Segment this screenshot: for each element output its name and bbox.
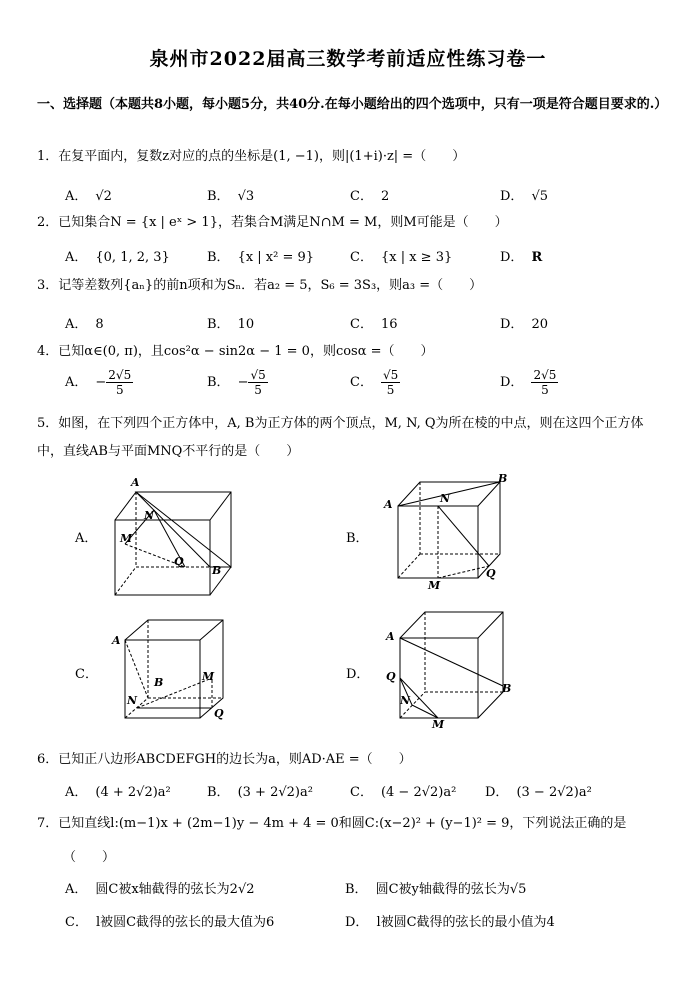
question-stem: 已知直线l:(m−1)x + (2m−1)y − 4m + 4 = 0和圆C:(x−2)² + (y−1)² = 9，下列说法正确的是 xyxy=(58,816,627,831)
point-label-n: N xyxy=(400,694,411,707)
question-2-options xyxy=(65,246,665,272)
question-4-options xyxy=(65,364,665,400)
point-label-b: B xyxy=(502,682,512,695)
option-d[interactable]: D． R xyxy=(500,250,543,265)
question-3 xyxy=(37,276,667,296)
question-5 xyxy=(37,410,667,466)
question-1 xyxy=(37,147,667,167)
point-label-n: N xyxy=(440,492,451,505)
point-label-q: Q xyxy=(386,670,396,683)
question-6-options xyxy=(65,781,665,807)
option-c[interactable]: C． l被圆C截得的弦长的最大值为6 xyxy=(65,915,275,930)
question-stem: 已知集合N = {x | eˣ > 1}，若集合M满足N∩M = M，则M可能是（ ） xyxy=(58,215,508,230)
point-label-b: B xyxy=(212,564,222,577)
option-a[interactable]: A． √2 xyxy=(65,189,112,204)
question-stem: 已知正八边形ABCDEFGH的边长为a，则AD·AE =（ ） xyxy=(58,752,412,767)
question-7-options-row2 xyxy=(65,911,665,937)
section-heading: 一、选择题（本题共8小题，每小题5分，共40分.在每小题给出的四个选项中，只有一项是符合题目要求的.） xyxy=(37,97,668,112)
point-label-m: M xyxy=(428,579,441,592)
question-number: 6． xyxy=(37,752,59,767)
option-b[interactable]: B． {x | x² = 9} xyxy=(207,250,315,265)
question-number: 7． xyxy=(37,816,59,831)
option-d[interactable]: D． (3 − 2√2)a² xyxy=(485,785,592,800)
page-title: 泉州市2022届高三数学考前适应性练习卷一 xyxy=(149,48,547,70)
option-d[interactable]: D． √5 xyxy=(500,189,548,204)
cube-figure-c xyxy=(110,608,240,733)
figure-b-label[interactable]: B． xyxy=(346,531,369,546)
cube-figure-a xyxy=(100,472,240,602)
figure-a-label[interactable]: A． xyxy=(75,531,98,546)
point-label-n: N xyxy=(127,694,138,707)
option-c[interactable]: C． $\frac{√5}{5}$ xyxy=(350,368,399,397)
point-label-a: A xyxy=(112,634,121,647)
question-stem: 如图，在下列四个正方体中，A, B为正方体的两个顶点，M, N, Q为所在棱的中点，则在这四个正方体中，直线AB与平面MNQ不平行的是（ ） xyxy=(37,416,644,459)
question-number: 4． xyxy=(37,344,59,359)
point-label-b: B xyxy=(498,472,508,485)
question-3-options xyxy=(65,313,665,339)
option-b[interactable]: B． (3 + 2√2)a² xyxy=(207,785,313,800)
point-label-n: N xyxy=(144,509,155,522)
cube-figure-d xyxy=(380,600,520,732)
point-label-m: M xyxy=(120,532,133,545)
question-2 xyxy=(37,213,667,233)
option-a[interactable]: A． (4 + 2√2)a² xyxy=(65,785,171,800)
question-6 xyxy=(37,750,667,770)
option-a[interactable]: A． {0, 1, 2, 3} xyxy=(65,250,170,265)
option-c[interactable]: C． (4 − 2√2)a² xyxy=(350,785,457,800)
point-label-q: Q xyxy=(214,707,224,720)
cube-figure-b xyxy=(380,470,520,600)
question-number: 5． xyxy=(37,416,59,431)
question-number: 2． xyxy=(37,215,59,230)
option-c[interactable]: C． 2 xyxy=(350,189,390,204)
option-a[interactable]: A． 圆C被x轴截得的弦长为2√2 xyxy=(65,882,255,897)
question-stem: 已知α∈(0, π)，且cos²α − sin2α − 1 = 0，则cosα =（ ） xyxy=(58,344,434,359)
option-b[interactable]: B． − $\frac{√5}{5}$ xyxy=(207,368,266,397)
question-4 xyxy=(37,342,667,362)
option-b[interactable]: B． 10 xyxy=(207,317,255,332)
option-b[interactable]: B． √3 xyxy=(207,189,255,204)
option-a[interactable]: A． 8 xyxy=(65,317,104,332)
question-number: 1． xyxy=(37,149,59,164)
option-d[interactable]: D． $\frac{2√5}{5}$ xyxy=(500,368,557,397)
figure-d-label[interactable]: D． xyxy=(346,667,370,682)
option-b[interactable]: B． 圆C被y轴截得的弦长为√5 xyxy=(345,882,527,897)
option-d[interactable]: D． l被圆C截得的弦长的最小值为4 xyxy=(345,915,555,930)
question-7-blank: （ ） xyxy=(63,850,116,865)
point-label-m: M xyxy=(432,718,445,731)
point-label-m: M xyxy=(202,670,215,683)
question-number: 3． xyxy=(37,278,59,293)
question-1-options xyxy=(65,185,665,211)
option-c[interactable]: C． {x | x ≥ 3} xyxy=(350,250,453,265)
option-c[interactable]: C． 16 xyxy=(350,317,398,332)
point-label-q: Q xyxy=(174,555,184,568)
question-stem: 在复平面内，复数z对应的点的坐标是(1, −1)，则|(1+i)·z| =（ ） xyxy=(58,149,466,164)
question-7-options-row1 xyxy=(65,878,665,904)
option-a[interactable]: A． − $\frac{2√5}{5}$ xyxy=(65,368,132,397)
question-7 xyxy=(37,814,667,834)
point-label-b: B xyxy=(154,676,164,689)
point-label-q: Q xyxy=(486,567,496,580)
point-label-a: A xyxy=(131,476,140,489)
point-label-a: A xyxy=(384,498,393,511)
question-stem: 记等差数列{aₙ}的前n项和为Sₙ．若a₂ = 5，S₆ = 3S₃，则a₃ =（ ） xyxy=(58,278,483,293)
point-label-a: A xyxy=(386,630,395,643)
option-d[interactable]: D． 20 xyxy=(500,317,548,332)
figure-c-label[interactable]: C． xyxy=(75,667,98,682)
